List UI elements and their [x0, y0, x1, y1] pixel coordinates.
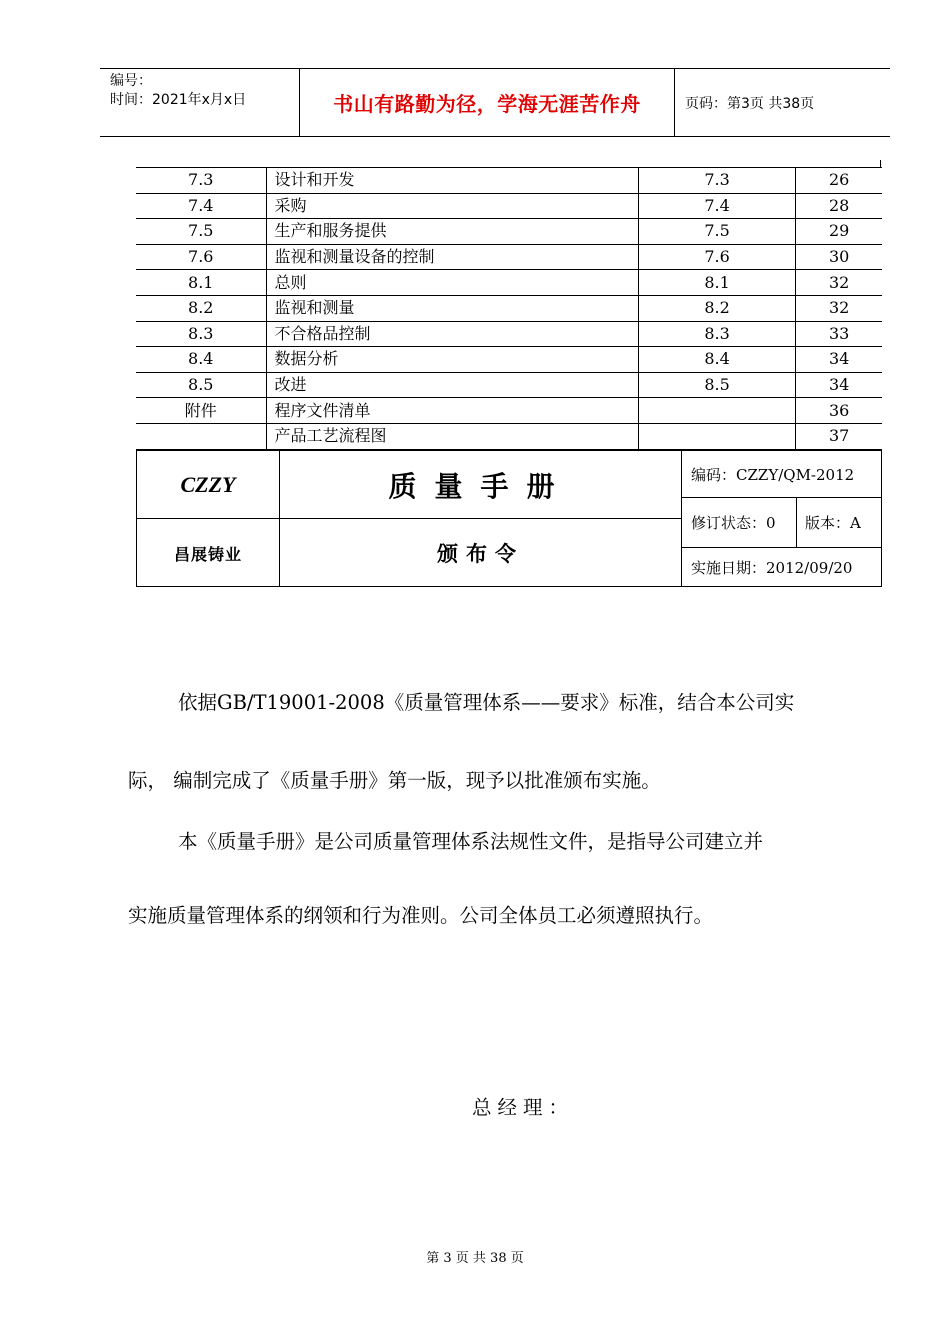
page-footer: 第 3 页 共 38 页: [426, 1251, 524, 1266]
toc-clause-ref: 8.1: [638, 270, 795, 296]
paragraph-1-line-1: 依据GB/T19001-2008《质量管理体系——要求》标准，结合本公司实: [178, 691, 795, 714]
page-header: [100, 68, 890, 137]
header-page-info: 页码：第3页 共38页: [685, 95, 815, 112]
toc-section: 7.5: [136, 219, 266, 245]
toc-section: 附件: [136, 398, 266, 424]
toc-row: [136, 347, 882, 373]
revision-status: 修订状态：0: [691, 514, 776, 532]
toc-page-number: 36: [796, 398, 882, 424]
toc-title: 设计和开发: [266, 168, 638, 194]
toc-section: 7.6: [136, 244, 266, 270]
manual-title: 质量手册: [388, 469, 573, 503]
toc-row: [136, 295, 882, 321]
toc-title: 监视和测量设备的控制: [266, 244, 638, 270]
signature-label: 总经理：: [472, 1096, 575, 1119]
toc-clause-ref: [638, 398, 795, 424]
toc-page-number: 34: [796, 347, 882, 373]
toc-row: [136, 168, 882, 194]
toc-section: 8.4: [136, 347, 266, 373]
toc-section: 8.3: [136, 321, 266, 347]
toc-title: 产品工艺流程图: [266, 423, 638, 449]
toc-page-number: 26: [796, 168, 882, 194]
toc-page-number: 32: [796, 270, 882, 296]
toc-row: [136, 193, 882, 219]
company-name: 昌展铸业: [173, 544, 242, 564]
toc-title: 程序文件清单: [266, 398, 638, 424]
toc-clause-ref: 8.3: [638, 321, 795, 347]
toc-row: [136, 270, 882, 296]
toc-clause-ref: 8.2: [638, 295, 795, 321]
toc-section: 7.3: [136, 168, 266, 194]
toc-page-number: 32: [796, 295, 882, 321]
paragraph-1-line-2: 际， 编制完成了《质量手册》第一版，现予以批准颁布实施。: [128, 769, 661, 792]
effective-date: 实施日期：2012/09/20: [691, 559, 853, 577]
company-code: CZZY: [180, 471, 236, 497]
header-motto: 书山有路勤为径，学海无涯苦作舟: [300, 69, 675, 136]
toc-clause-ref: 7.4: [638, 193, 795, 219]
toc-page-number: 33: [796, 321, 882, 347]
toc-title: 监视和测量: [266, 295, 638, 321]
toc-page-number: 30: [796, 244, 882, 270]
toc-title: 改进: [266, 372, 638, 398]
header-time-label: 时间：2021年x月x日: [110, 92, 247, 108]
header-meta: [100, 69, 300, 136]
toc-page-number: 37: [796, 423, 882, 449]
paragraph-2-line-2: 实施质量管理体系的纲领和行为准则。公司全体员工必须遵照执行。: [128, 904, 714, 927]
toc-row: [136, 372, 882, 398]
toc-title: 不合格品控制: [266, 321, 638, 347]
toc-clause-ref: 8.4: [638, 347, 795, 373]
decree-title: 颁布令: [437, 541, 524, 566]
toc-row: [136, 219, 882, 245]
toc-page-number: 29: [796, 219, 882, 245]
toc-page-number: 28: [796, 193, 882, 219]
toc-section: 8.1: [136, 270, 266, 296]
toc-title: 生产和服务提供: [266, 219, 638, 245]
toc-body: [136, 168, 882, 450]
toc-row: [136, 244, 882, 270]
toc-clause-ref: 8.5: [638, 372, 795, 398]
paragraph-2-line-1: 本《质量手册》是公司质量管理体系法规性文件，是指导公司建立并: [178, 830, 764, 853]
toc-clause-ref: 7.5: [638, 219, 795, 245]
toc-row: [136, 321, 882, 347]
document-info-block: [136, 450, 882, 587]
toc-clause-ref: 7.3: [638, 168, 795, 194]
toc-section: 7.4: [136, 193, 266, 219]
version: 版本：A: [805, 514, 861, 532]
toc-section: 8.5: [136, 372, 266, 398]
toc-title: 总则: [266, 270, 638, 296]
header-number-label: 编号：: [110, 73, 152, 89]
toc-section: 8.2: [136, 295, 266, 321]
toc-clause-ref: [638, 423, 795, 449]
toc-row: [136, 398, 882, 424]
toc-clause-ref: 7.6: [638, 244, 795, 270]
toc-page-number: 34: [796, 372, 882, 398]
document-code: 编码：CZZY/QM-2012: [691, 465, 855, 484]
toc-row: [136, 423, 882, 449]
toc-table: [136, 167, 882, 450]
toc-title: 数据分析: [266, 347, 638, 373]
toc-section: [136, 423, 266, 449]
toc-title: 采购: [266, 193, 638, 219]
